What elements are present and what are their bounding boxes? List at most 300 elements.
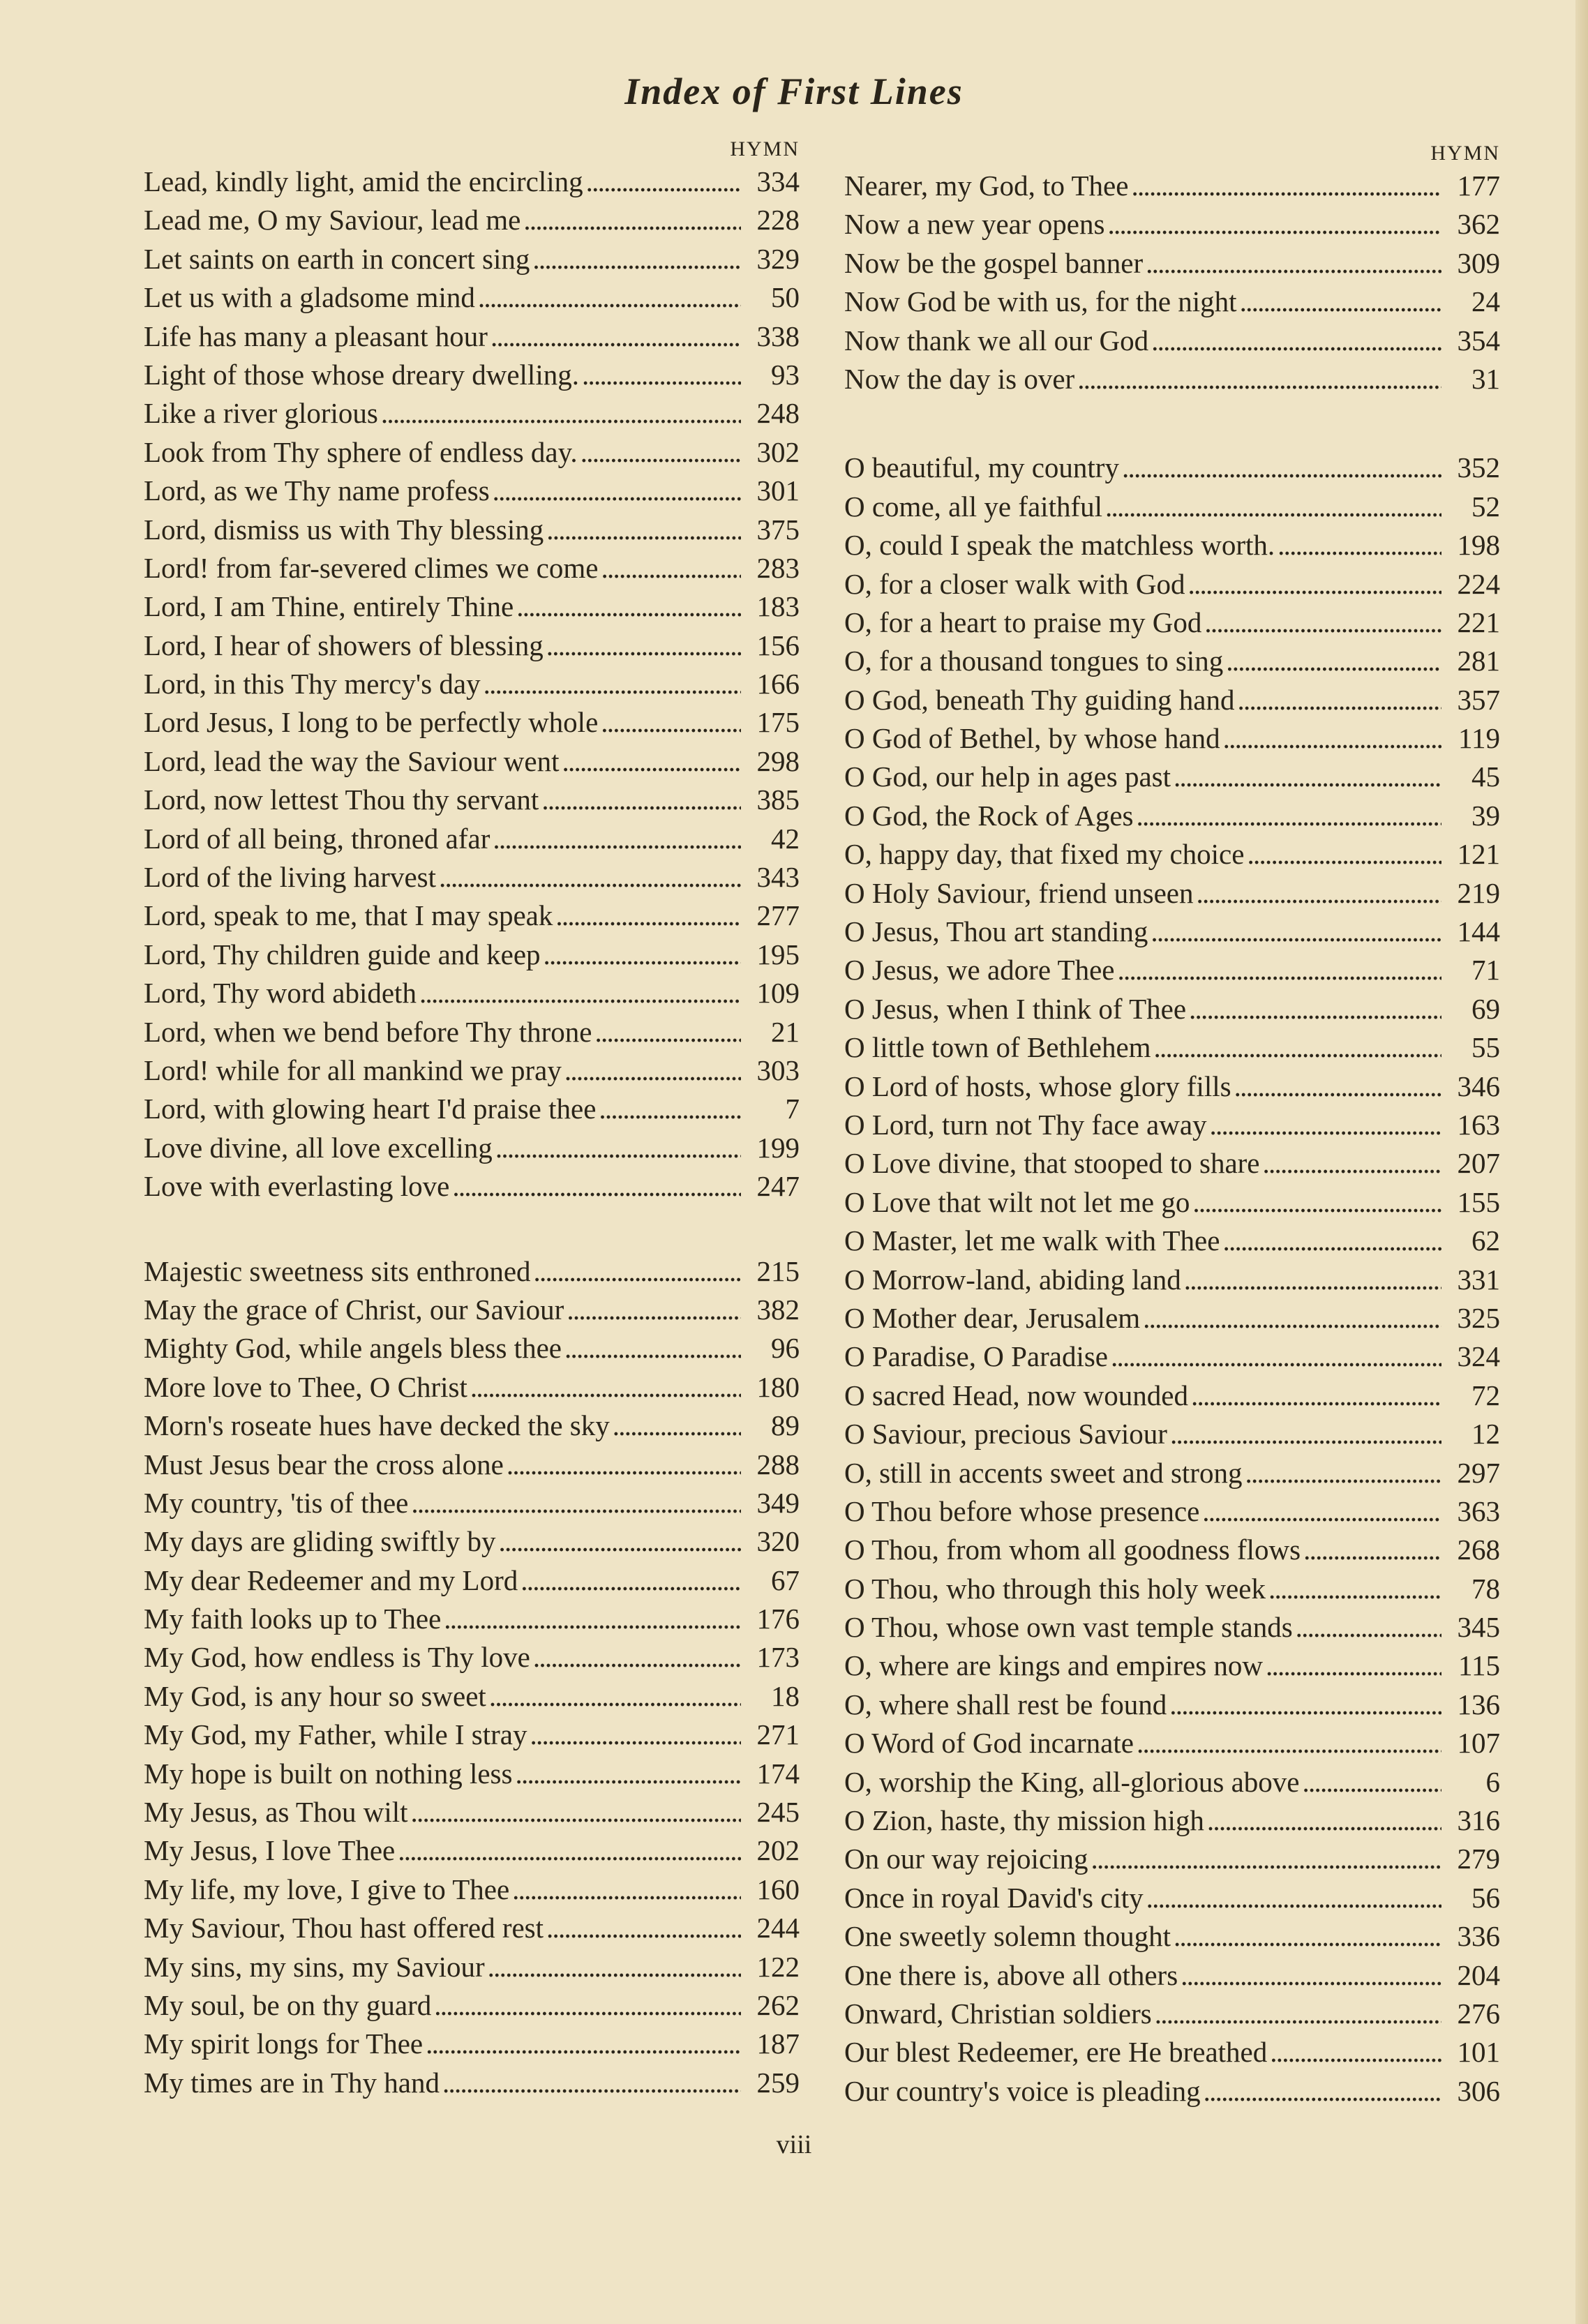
hymn-number: 382 (756, 1293, 800, 1326)
first-line-text: Lord, dismiss us with Thy blessing (144, 513, 544, 546)
first-line-text: O Saviour, precious Saviour (844, 1418, 1167, 1450)
index-entry (844, 207, 1500, 246)
first-line-text: My sins, my sins, my Saviour (144, 1950, 485, 1983)
hymn-number: 262 (756, 1988, 800, 2021)
left-group-l (144, 165, 800, 1208)
hymn-number: 343 (756, 861, 800, 894)
index-entry (844, 1108, 1500, 1146)
index-entry (844, 1804, 1500, 1842)
index-entry (844, 915, 1500, 953)
dot-leader (495, 1131, 741, 1164)
first-line-text: On our way rejoicing (844, 1843, 1088, 1875)
hymn-number: 93 (771, 358, 800, 391)
section-gap (844, 400, 1500, 451)
page-gutter-shadow (1575, 0, 1588, 2324)
index-entry (144, 938, 800, 976)
index-entry (144, 1911, 800, 1949)
page-number: viii (776, 2130, 812, 2159)
first-line-text: O Word of God incarnate (844, 1727, 1134, 1760)
index-entry (844, 837, 1500, 876)
index-entry (844, 644, 1500, 682)
dot-leader (1238, 683, 1442, 717)
hymn-number: 331 (1457, 1263, 1500, 1296)
first-line-text: Lord! from far-severed climes we come (144, 551, 599, 584)
dot-leader (1151, 915, 1441, 948)
index-entry (844, 1726, 1500, 1764)
first-line-text: O God, our help in ages past (844, 760, 1171, 793)
first-line-text: O beautiful, my country (844, 451, 1119, 484)
index-entry (144, 165, 800, 203)
hymn-number: 336 (1457, 1920, 1500, 1953)
dot-leader (515, 1757, 741, 1790)
hymn-number: 42 (771, 822, 800, 855)
index-entry (844, 1070, 1500, 1108)
hymn-number: 219 (1457, 876, 1500, 909)
dot-leader (1189, 992, 1441, 1026)
index-entry (844, 1688, 1500, 1726)
hymn-number: 207 (1457, 1147, 1500, 1180)
hymn-number: 306 (1457, 2074, 1500, 2107)
first-line-text: O Love that wilt not let me go (844, 1185, 1190, 1218)
hymn-number: 160 (756, 1873, 800, 1905)
dot-leader (411, 1486, 741, 1520)
first-line-text: My spirit longs for Thee (144, 2027, 424, 2060)
first-line-text: Lead me, O my Saviour, lead me (144, 204, 521, 237)
dot-leader (1247, 837, 1441, 871)
hymn-number: 277 (756, 899, 800, 932)
index-entry (144, 667, 800, 705)
first-line-text: Lord, I am Thine, entirely Thine (144, 590, 514, 623)
hymn-number: 115 (1458, 1649, 1500, 1682)
dot-leader (1137, 799, 1441, 832)
first-line-text: Love divine, all love excelling (144, 1131, 493, 1164)
index-entry (144, 1524, 800, 1563)
hymn-number: 198 (1457, 529, 1500, 562)
dot-leader (1146, 246, 1441, 280)
dot-leader (567, 1293, 741, 1326)
hymn-number: 45 (1471, 760, 1500, 793)
hymn-number: 136 (1457, 1688, 1500, 1720)
dot-leader (1234, 1070, 1441, 1103)
hymn-number: 166 (756, 668, 800, 700)
first-line-text: Onward, Christian soldiers (844, 1997, 1152, 2030)
first-line-text: Life has many a pleasant hour (144, 320, 488, 352)
dot-leader (532, 242, 741, 276)
hymn-number: 245 (756, 1796, 800, 1829)
hymn-number: 248 (756, 397, 800, 430)
first-line-text: O, for a closer walk with God (844, 567, 1185, 600)
hymn-number: 89 (771, 1409, 800, 1442)
first-line-text: O Morrow-land, abiding land (844, 1263, 1181, 1296)
dot-leader (1222, 1224, 1441, 1257)
index-entry (844, 490, 1500, 528)
dot-leader (586, 165, 741, 198)
hymn-number: 177 (1457, 170, 1500, 202)
index-entry (144, 320, 800, 358)
index-entry (844, 2035, 1500, 2074)
index-entry (144, 1015, 800, 1054)
first-line-text: O little town of Bethlehem (844, 1031, 1151, 1064)
dot-leader (1169, 1688, 1441, 1721)
index-entry (844, 567, 1500, 606)
index-entry (144, 513, 800, 551)
first-line-text: Let saints on earth in concert sing (144, 242, 530, 275)
first-line-text: O come, all ye faithful (844, 490, 1103, 523)
dot-leader (1263, 1146, 1441, 1180)
hymn-number: 276 (1457, 1997, 1500, 2030)
hymn-number: 187 (756, 2027, 800, 2060)
dot-leader (419, 976, 741, 1010)
first-line-text: O, for a thousand tongues to sing (844, 645, 1224, 677)
hymn-number: 18 (771, 1679, 800, 1712)
hymn-number: 281 (1457, 645, 1500, 677)
hymn-column-header: HYMN (730, 137, 800, 160)
dot-leader (1204, 606, 1441, 639)
hymn-number: 183 (756, 590, 800, 623)
hymn-number: 21 (771, 1015, 800, 1048)
dot-leader (595, 1015, 741, 1049)
hymn-number: 320 (756, 1525, 800, 1558)
dot-leader (398, 1834, 741, 1867)
index-entry (844, 1572, 1500, 1610)
first-line-text: Let us with a gladsome mind (144, 281, 475, 314)
hymn-number: 52 (1471, 490, 1500, 523)
hymn-number: 121 (1457, 838, 1500, 871)
index-entry (844, 992, 1500, 1030)
first-line-text: O Zion, haste, thy mission high (844, 1804, 1204, 1837)
hymn-number: 199 (756, 1131, 800, 1164)
first-line-text: Now the day is over (844, 362, 1075, 395)
dot-leader (493, 474, 741, 507)
dot-leader (1105, 490, 1441, 523)
dot-leader (544, 938, 741, 971)
right-group-n (844, 169, 1500, 400)
first-line-text: Majestic sweetness sits enthroned (144, 1254, 531, 1287)
index-entry (844, 1456, 1500, 1494)
index-entry (144, 203, 800, 241)
hymn-number: 204 (1457, 1958, 1500, 1991)
first-line-text: My dear Redeemer and my Lord (144, 1564, 518, 1596)
first-line-text: My soul, be on thy guard (144, 1988, 432, 2021)
first-line-text: O, happy day, that fixed my choice (844, 838, 1245, 871)
dot-leader (580, 435, 741, 469)
hymn-number: 228 (756, 204, 800, 237)
first-line-text: One sweetly solemn thought (844, 1920, 1171, 1953)
first-line-text: Now God be with us, for the night (844, 285, 1237, 318)
hymn-number: 67 (771, 1564, 800, 1596)
index-entry (144, 1564, 800, 1602)
dot-leader (1170, 1417, 1441, 1450)
index-entry (844, 760, 1500, 798)
hymn-number: 352 (1457, 451, 1500, 484)
index-entry (844, 1881, 1500, 1919)
hymn-number: 224 (1457, 567, 1500, 600)
index-entry (844, 1533, 1500, 1571)
index-entry (844, 1263, 1500, 1301)
index-entry (144, 744, 800, 783)
dot-leader (1192, 1185, 1441, 1219)
dot-leader (442, 2066, 741, 2099)
hymn-number: 156 (756, 629, 800, 661)
dot-leader (1266, 1649, 1441, 1682)
index-entry (144, 1602, 800, 1640)
hymn-number: 244 (756, 1912, 800, 1944)
hymn-number: 338 (756, 320, 800, 352)
dot-leader (1245, 1456, 1441, 1490)
dot-leader (444, 1602, 741, 1635)
dot-leader (1268, 1572, 1441, 1605)
dot-leader (1143, 1301, 1441, 1335)
index-entry (144, 629, 800, 667)
page-title: Index of First Lines (624, 70, 964, 112)
first-line-text: O Thou, who through this holy week (844, 1572, 1266, 1605)
first-line-text: My times are in Thy hand (144, 2066, 440, 2099)
first-line-text: My Jesus, I love Thee (144, 1834, 396, 1867)
hymn-number: 215 (756, 1254, 800, 1287)
first-line-text: O Holy Saviour, friend unseen (844, 876, 1194, 909)
dot-leader (1154, 1030, 1441, 1064)
dot-leader (530, 1718, 742, 1751)
dot-leader (1202, 1494, 1441, 1528)
dot-leader (452, 1169, 741, 1203)
index-entry (844, 1765, 1500, 1804)
index-entry (844, 1379, 1500, 1417)
index-entry (144, 1331, 800, 1370)
dot-leader (488, 1950, 741, 1984)
hymn-number: 324 (1457, 1340, 1500, 1373)
first-line-text: My country, 'tis of thee (144, 1486, 409, 1519)
hymn-number: 72 (1471, 1379, 1500, 1411)
dot-leader (564, 1331, 741, 1365)
dot-leader (1210, 1108, 1441, 1141)
hymn-number: 96 (771, 1332, 800, 1365)
dot-leader (1174, 760, 1441, 793)
index-entry (144, 783, 800, 821)
dot-leader (489, 1679, 741, 1713)
hymn-number: 247 (756, 1170, 800, 1203)
index-entry (844, 721, 1500, 760)
index-entry (844, 1842, 1500, 1880)
dot-leader (439, 860, 741, 894)
index-entry (844, 528, 1500, 567)
index-entry (144, 976, 800, 1014)
hymn-number: 385 (756, 784, 800, 816)
first-line-text: O Mother dear, Jerusalem (844, 1301, 1141, 1334)
hymn-number: 119 (1458, 722, 1500, 755)
index-entry (844, 362, 1500, 400)
first-line-text: O God, beneath Thy guiding hand (844, 683, 1235, 716)
dot-leader (546, 1911, 741, 1944)
index-entry (844, 1340, 1500, 1378)
dot-leader (1207, 1804, 1441, 1837)
hymn-number: 144 (1457, 915, 1500, 948)
index-entry (144, 1757, 800, 1795)
index-entry (844, 1997, 1500, 2035)
first-line-text: Look from Thy sphere of endless day. (144, 435, 578, 468)
left-column (144, 134, 800, 2104)
index-entry (844, 606, 1500, 644)
index-entry (844, 451, 1500, 489)
index-entry (144, 1718, 800, 1756)
dot-leader (1107, 207, 1441, 241)
dot-leader (516, 590, 741, 623)
index-entry (144, 1988, 800, 2027)
dot-leader (562, 744, 741, 778)
dot-leader (1151, 324, 1441, 357)
hymn-number: 302 (756, 435, 800, 468)
hymn-number: 122 (756, 1950, 800, 1983)
hymn-number: 109 (756, 977, 800, 1010)
dot-leader (1117, 953, 1441, 987)
first-line-text: May the grace of Christ, our Saviour (144, 1293, 564, 1326)
index-entry (144, 1131, 800, 1169)
dot-leader (546, 629, 741, 662)
hymn-number: 268 (1457, 1534, 1500, 1566)
first-line-text: O God, the Rock of Ages (844, 799, 1134, 832)
dot-leader (1155, 1997, 1441, 2030)
dot-leader (1197, 876, 1441, 910)
dot-leader (381, 396, 741, 430)
first-line-text: Lord, in this Thy mercy's day (144, 668, 481, 700)
index-entry (144, 280, 800, 319)
first-line-text: My God, how endless is Thy love (144, 1641, 530, 1674)
index-entry (144, 1486, 800, 1524)
first-line-text: O God of Bethel, by whose hand (844, 722, 1220, 755)
dot-leader (1240, 285, 1441, 318)
dot-leader (533, 1640, 741, 1674)
index-entry (144, 551, 800, 590)
hymn-number: 375 (756, 513, 800, 546)
first-line-text: Lord, I hear of showers of blessing (144, 629, 544, 661)
index-entry (844, 1146, 1500, 1185)
first-line-text: My God, my Father, while I stray (144, 1718, 527, 1751)
dot-leader (613, 1409, 741, 1442)
index-entry (144, 358, 800, 396)
first-line-text: My hope is built on nothing less (144, 1757, 513, 1790)
first-line-text: O, worship the King, all-glorious above (844, 1765, 1300, 1798)
first-line-text: My God, is any hour so sweet (144, 1679, 486, 1712)
dot-leader (1137, 1726, 1441, 1760)
hymn-number: 288 (756, 1448, 800, 1480)
dot-leader (470, 1370, 741, 1404)
hymn-number: 329 (756, 242, 800, 275)
hymn-number: 6 (1485, 1765, 1500, 1798)
dot-leader (1188, 567, 1441, 601)
first-line-text: O Thou, from whom all goodness flows (844, 1534, 1301, 1566)
hymn-number: 163 (1457, 1108, 1500, 1141)
index-entry (144, 1169, 800, 1208)
index-entry (844, 1958, 1500, 1997)
hymn-number: 180 (756, 1370, 800, 1403)
first-line-text: Lord of all being, throned afar (144, 822, 490, 855)
index-entry (144, 590, 800, 628)
first-line-text: O, where shall rest be found (844, 1688, 1167, 1720)
index-entry (144, 1679, 800, 1718)
first-line-text: More love to Thee, O Christ (144, 1370, 467, 1403)
first-line-text: Now be the gospel banner (844, 246, 1144, 279)
index-entry (144, 860, 800, 899)
index-entry (144, 1448, 800, 1486)
first-line-text: O Jesus, when I think of Thee (844, 992, 1187, 1025)
hymn-number: 297 (1457, 1456, 1500, 1489)
hymn-number: 107 (1457, 1727, 1500, 1760)
first-line-text: Lord, now lettest Thou thy servant (144, 784, 539, 816)
first-line-text: O, where are kings and empires now (844, 1649, 1264, 1682)
dot-leader (1191, 1379, 1441, 1412)
hymn-number: 345 (1457, 1611, 1500, 1644)
hymn-number: 334 (756, 165, 800, 197)
first-line-text: O sacred Head, now wounded (844, 1379, 1188, 1411)
dot-leader (523, 203, 741, 237)
hymn-number: 101 (1457, 2036, 1500, 2069)
dot-leader (1302, 1765, 1441, 1799)
dot-leader (484, 667, 741, 700)
index-entry (844, 1417, 1500, 1455)
first-line-text: Our country's voice is pleading (844, 2074, 1201, 2107)
index-entry (144, 1873, 800, 1911)
hymn-number: 39 (1471, 799, 1500, 832)
hymn-number: 202 (756, 1834, 800, 1867)
first-line-text: Once in royal David's city (844, 1881, 1144, 1914)
index-entry (844, 1185, 1500, 1224)
dot-leader (1077, 362, 1441, 396)
hymn-number: 362 (1457, 208, 1500, 241)
dot-leader (498, 1524, 741, 1558)
index-entry (144, 2066, 800, 2104)
hymn-number: 50 (771, 281, 800, 314)
dot-leader (1270, 2035, 1441, 2069)
index-entry (144, 2027, 800, 2065)
index-entry (144, 1293, 800, 1331)
dot-leader (601, 551, 741, 585)
first-line-text: My Saviour, Thou hast offered rest (144, 1912, 544, 1944)
index-entry (844, 1494, 1500, 1533)
first-line-text: Our blest Redeemer, ere He breathed (844, 2036, 1268, 2069)
first-line-text: O Master, let me walk with Thee (844, 1224, 1220, 1257)
first-line-text: Lord, with glowing heart I'd praise thee (144, 1093, 597, 1125)
index-entry (144, 1409, 800, 1447)
dot-leader (1184, 1263, 1441, 1296)
index-entry (144, 474, 800, 512)
first-line-text: O Lord, turn not Thy face away (844, 1108, 1207, 1141)
dot-leader (1303, 1533, 1441, 1566)
first-line-text: O, could I speak the matchless worth. (844, 529, 1275, 562)
first-line-text: O Thou, whose own vast temple stands (844, 1611, 1293, 1644)
first-line-text: My Jesus, as Thou wilt (144, 1796, 408, 1829)
hymn-number: 155 (1457, 1185, 1500, 1218)
index-entry (844, 683, 1500, 721)
dot-leader (507, 1448, 741, 1481)
hymn-number: 301 (756, 474, 800, 507)
index-entry (844, 876, 1500, 915)
hymn-number: 316 (1457, 1804, 1500, 1837)
first-line-text: O Paradise, O Paradise (844, 1340, 1109, 1373)
dot-leader (520, 1564, 741, 1597)
left-group-m (144, 1254, 800, 2105)
first-line-text: O, still in accents sweet and strong (844, 1456, 1243, 1489)
hymn-number: 303 (756, 1054, 800, 1086)
index-entry (844, 1030, 1500, 1069)
first-line-text: Must Jesus bear the cross alone (144, 1448, 504, 1480)
hymn-number: 7 (785, 1093, 800, 1125)
first-line-text: O Love divine, that stooped to share (844, 1147, 1260, 1180)
dot-leader (1181, 1958, 1441, 1992)
dot-leader (1223, 721, 1441, 755)
index-entry (144, 1834, 800, 1872)
dot-leader (1226, 644, 1441, 677)
dot-leader (1146, 1881, 1441, 1914)
index-entry (144, 1370, 800, 1409)
